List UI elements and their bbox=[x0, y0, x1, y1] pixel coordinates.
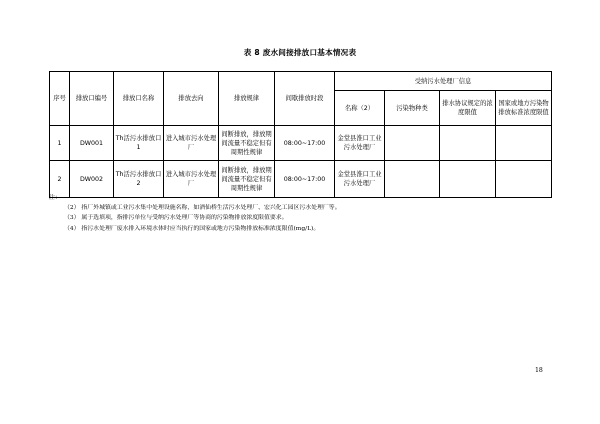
cell-plant-name: 金堂县淮口工业污水处理厂 bbox=[335, 161, 385, 198]
note-item: （4） 指污水处理厂废水排入环境水体时应当执行的国家或地方污染物排放标准浓度限值(mg/L)。 bbox=[64, 225, 320, 232]
header-outlet-name: 排放口名称 bbox=[114, 72, 164, 126]
cell-destination: 进入城市污水处理厂 bbox=[164, 126, 219, 161]
cell-standard-limit bbox=[496, 161, 552, 198]
header-pollutant: 污染物种类 bbox=[385, 91, 440, 126]
header-seq: 序号 bbox=[50, 72, 70, 126]
cell-standard-limit bbox=[496, 126, 552, 161]
table-row bbox=[50, 161, 552, 198]
outlet-table bbox=[49, 71, 552, 198]
cell-destination: 进入城市污水处理厂 bbox=[164, 161, 219, 198]
cell-outlet-name: Th活污水排放口 1 bbox=[114, 126, 164, 161]
page-number: 18 bbox=[535, 367, 543, 374]
header-agreement-limit: 排水协议规定的浓度限值 bbox=[440, 91, 496, 126]
cell-seq: 2 bbox=[50, 161, 70, 198]
cell-agreement-limit bbox=[440, 161, 496, 198]
cell-period: 08:00~17:00 bbox=[275, 161, 335, 198]
cell-outlet-no: DW001 bbox=[70, 126, 114, 161]
cell-outlet-no: DW002 bbox=[70, 161, 114, 198]
cell-outlet-name: Th活污水排放口 2 bbox=[114, 161, 164, 198]
cell-plant-name: 金堂县淮口工业污水处理厂 bbox=[335, 126, 385, 161]
header-outlet-no: 排放口编号 bbox=[70, 72, 114, 126]
cell-pollutant bbox=[385, 161, 440, 198]
table-row bbox=[50, 126, 552, 161]
note-item: （2） 指厂外城镇或工业污水集中处理设施名称，如酒仙桥生活污水处理厂、宏兴化工园区污水处理厂等。 bbox=[64, 205, 341, 212]
header-period: 间歇排放时段 bbox=[275, 72, 335, 126]
cell-period: 08:00~17:00 bbox=[275, 126, 335, 161]
header-plant-name: 名称（2） bbox=[335, 91, 385, 126]
cell-pattern: 间断排放，排放期间流量不稳定但有周期性规律 bbox=[219, 161, 275, 198]
cell-agreement-limit bbox=[440, 126, 496, 161]
note-item: （3） 属于选填项，指排污单位与受纳污水处理厂等协商的污染物排放浓度限值要求。 bbox=[64, 215, 288, 222]
header-destination: 排放去向 bbox=[164, 72, 219, 126]
header-receiving-plant-group: 受纳污水处理厂信息 bbox=[335, 72, 552, 91]
table-title: 表 8 废水间接排放口基本情况表 bbox=[243, 48, 357, 57]
header-standard-limit: 国家或地方污染物排放标准浓度限值 bbox=[496, 91, 552, 126]
cell-pollutant bbox=[385, 126, 440, 161]
cell-pattern: 间断排放，排放期间流量不稳定但有周期性规律 bbox=[219, 126, 275, 161]
notes bbox=[49, 193, 569, 234]
cell-seq: 1 bbox=[50, 126, 70, 161]
header-pattern: 排放规律 bbox=[219, 72, 275, 126]
notes-label: 注： bbox=[49, 195, 61, 201]
